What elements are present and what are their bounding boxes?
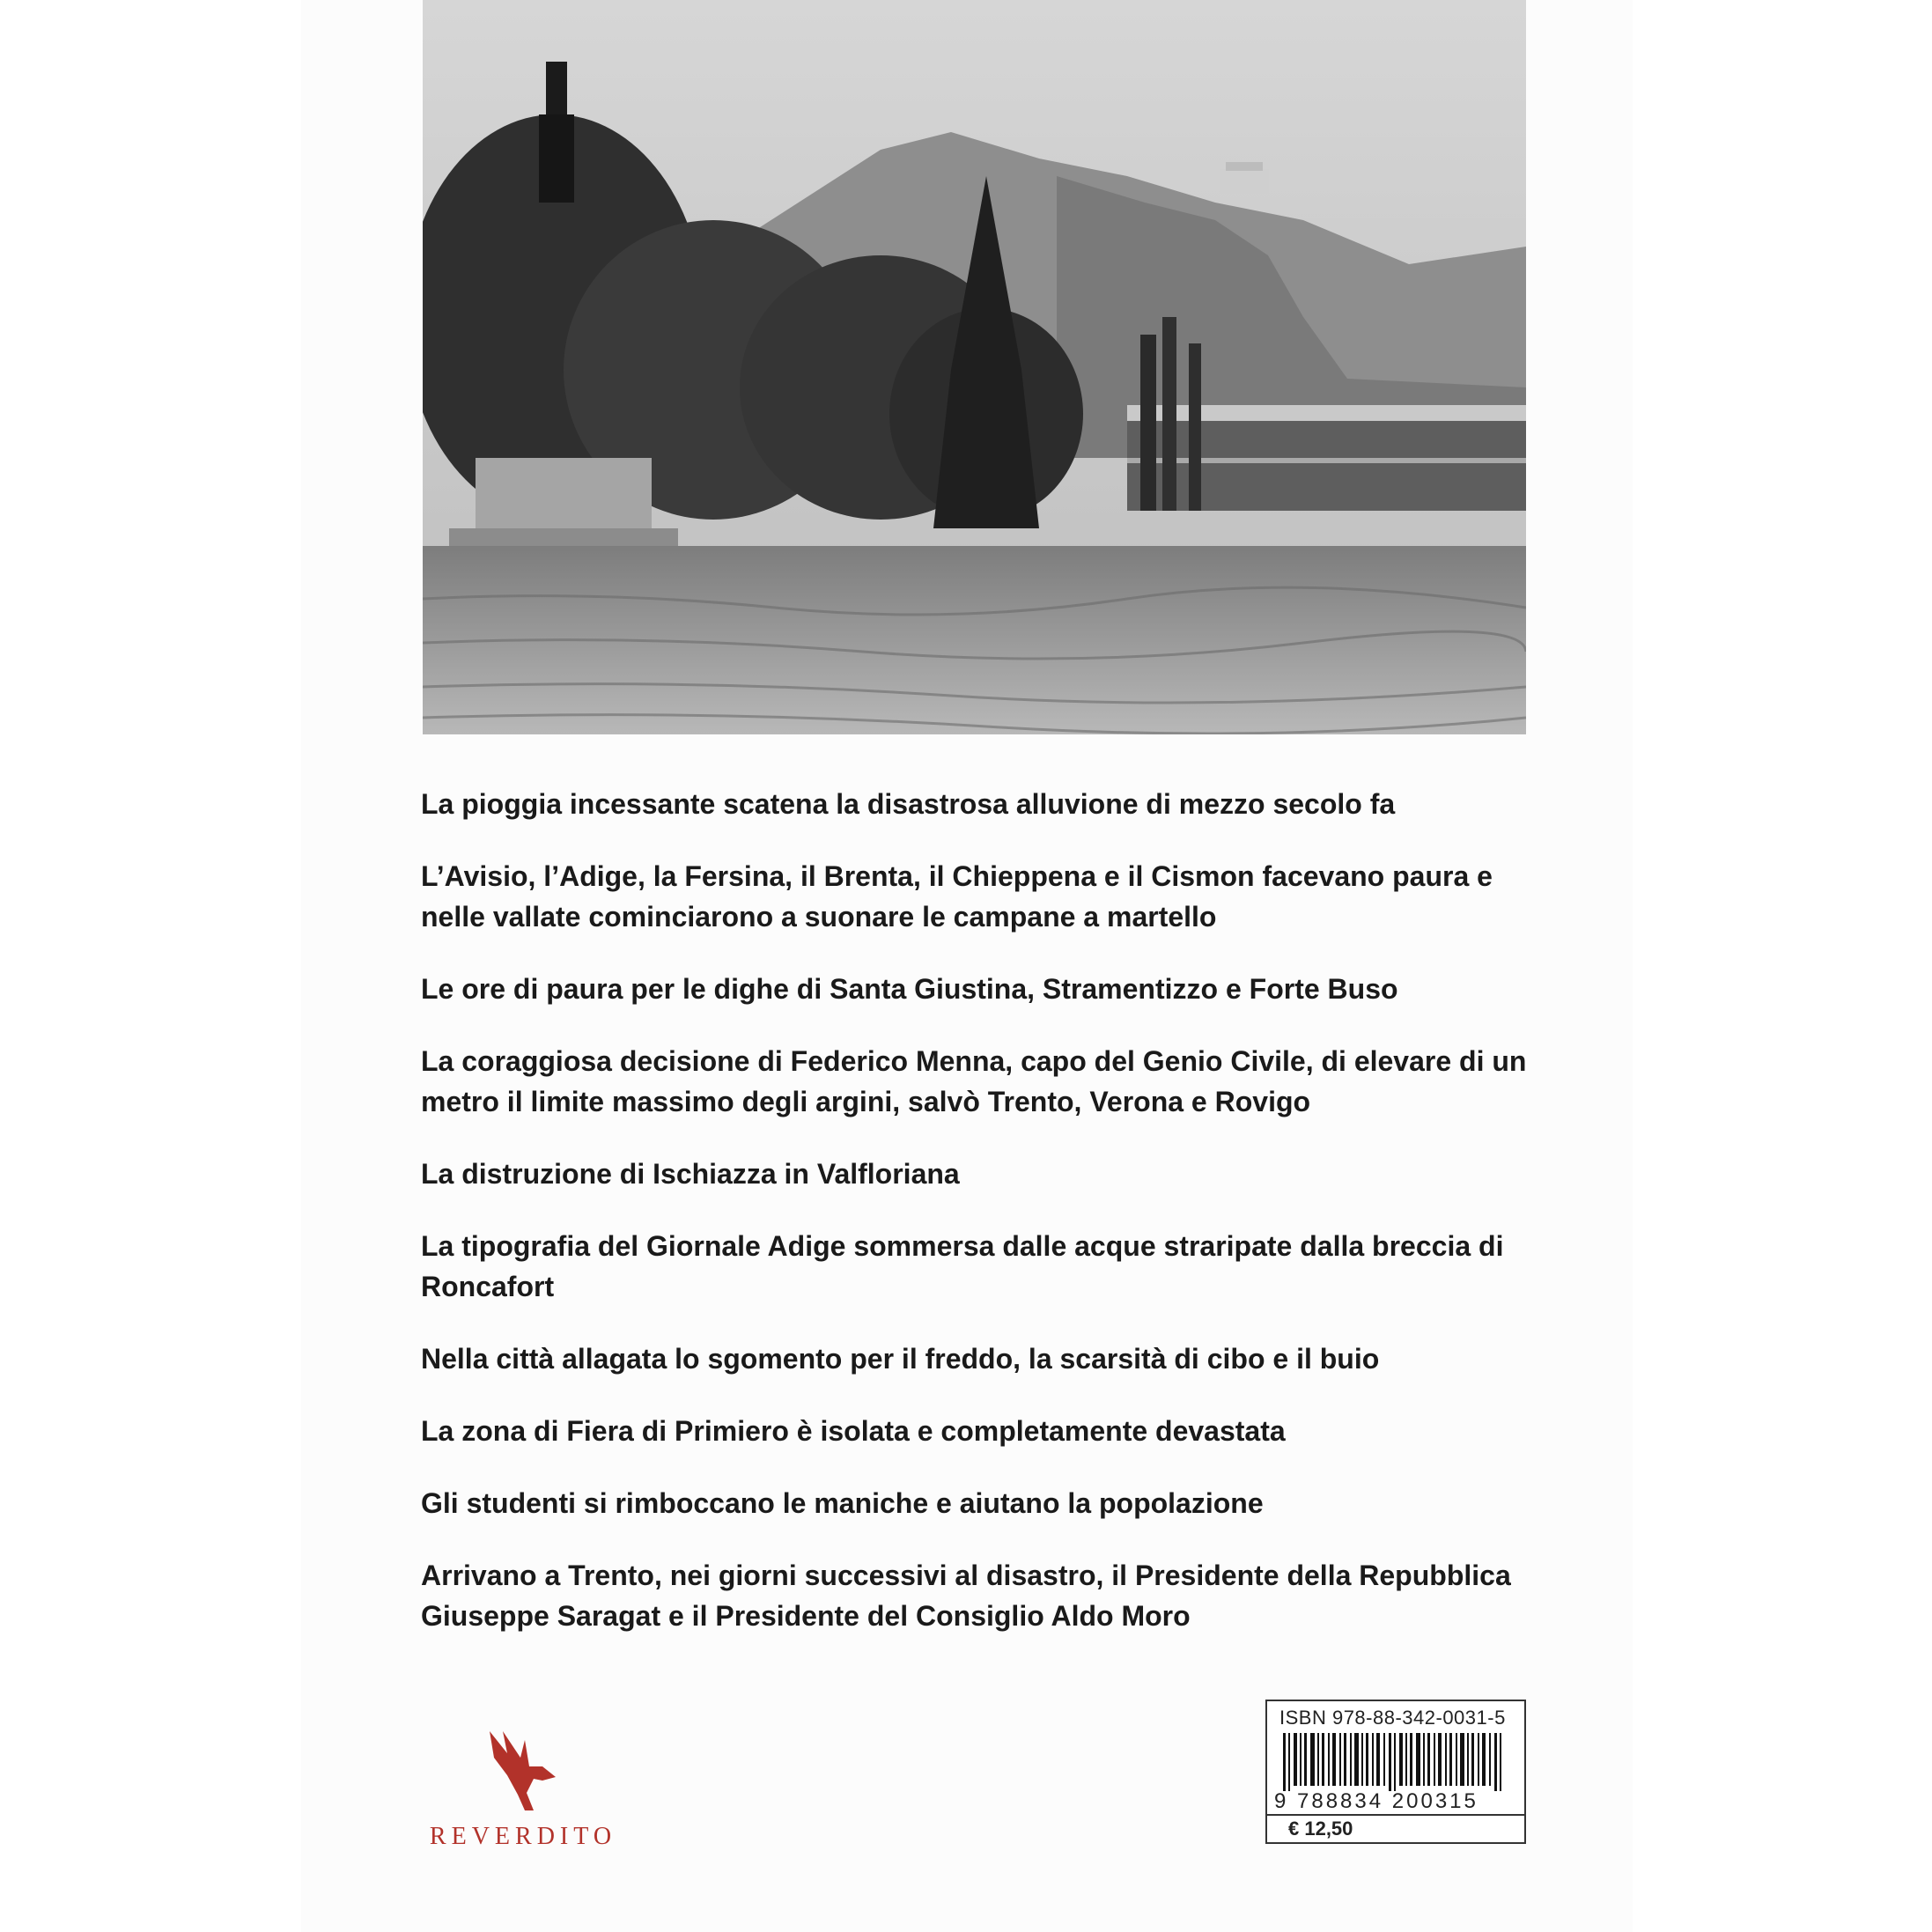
blurb-item: La zona di Fiera di Primiero è isolata e completamente devastata [421,1415,1286,1447]
blurb-item: Le ore di paura per le dighe di Santa Giustina, Stramentizzo e Forte Buso [421,973,1398,1005]
barcode-box [1265,1700,1526,1844]
blurb-list [421,784,1530,1668]
blurb-item: La pioggia incessante scatena la disastrosa alluvione di mezzo secolo fa [421,788,1396,820]
ean-digits: 9 788834 200315 [1274,1789,1478,1813]
blurb-item: La distruzione di Ischiazza in Valfloriana [421,1158,960,1190]
price-label: € 12,50 [1267,1814,1524,1842]
blurb-item: La tipografia del Giornale Adige sommersa dalle acque straripate dalla breccia di Roncafort [421,1230,1504,1302]
flood-photo-image [423,0,1526,734]
flood-photo [423,0,1526,734]
blurb-item: Arrivano a Trento, nei giorni successivi al disastro, il Presidente della Repubblica Giuseppe Saragat e il Presidente del Consiglio Aldo Moro [421,1560,1511,1632]
red-bird-icon [472,1722,569,1819]
barcode-icon [1283,1733,1512,1791]
blurb-item: La coraggiosa decisione di Federico Menna, capo del Genio Civile, di elevare di un metro il limite massimo degli argini, salvò Trento, Verona e Rovigo [421,1045,1527,1117]
isbn-label: ISBN 978-88-342-0031-5 [1279,1707,1506,1729]
blurb-item: Gli studenti si rimboccano le maniche e aiutano la popolazione [421,1487,1264,1519]
blurb-item: L’Avisio, l’Adige, la Fersina, il Brenta, il Chieppena e il Cismon facevano paura e nelle vallate cominciarono a suonare le campane a martello [421,860,1493,933]
blurb-item: Nella città allagata lo sgomento per il freddo, la scarsità di cibo e il buio [421,1343,1380,1375]
publisher-logo [417,1722,629,1850]
publisher-name: REVERDITO [429,1823,617,1850]
